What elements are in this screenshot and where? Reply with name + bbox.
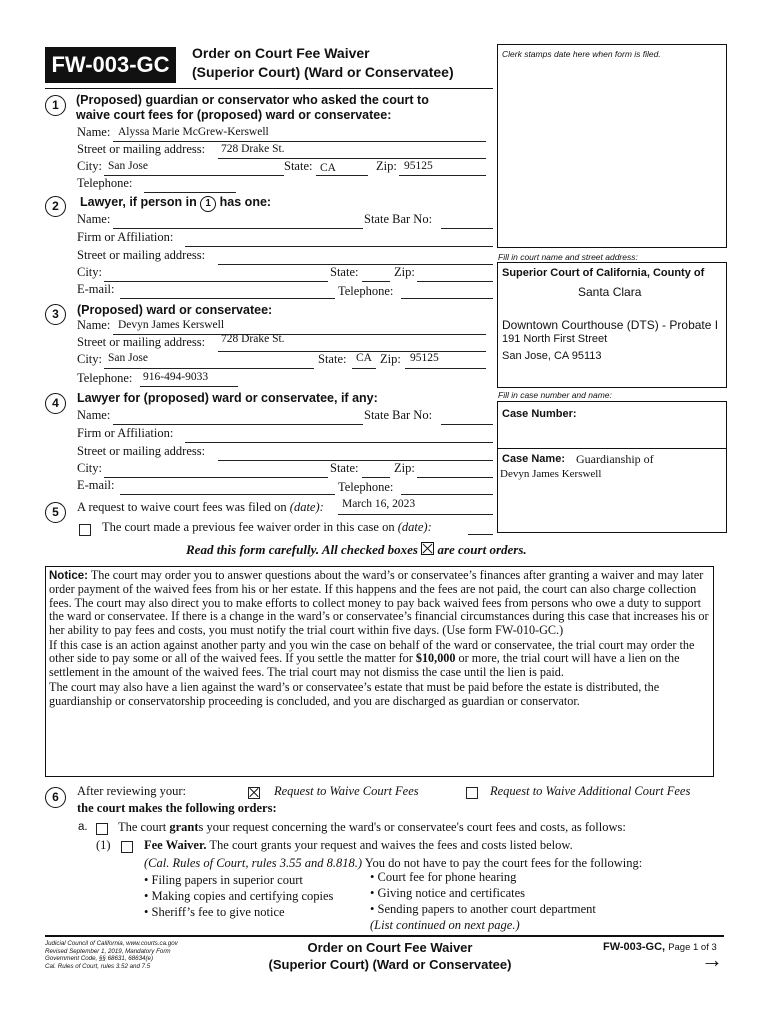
read-carefully-notice: [186, 542, 527, 558]
notice-head: Notice:: [49, 570, 88, 582]
s6-after-label: After reviewing your:: [77, 784, 186, 798]
case-box-label: Fill in case number and name:: [498, 390, 612, 400]
s6-a-bold: grant: [169, 820, 199, 834]
s2-street-label: Street or mailing address:: [77, 248, 206, 262]
s2-tel-label: Telephone:: [338, 284, 394, 298]
s6-bullet-right-2: • Giving notice and certificates: [370, 886, 526, 900]
case-name-value-2: Devyn James Kerswell: [500, 468, 602, 480]
s5-line1-date-label: (date):: [289, 500, 324, 514]
section-3-heading: (Proposed) ward or conservatee:: [77, 303, 273, 317]
notice-p2-b: or more, the trial court will have a lien on the settlement in the amount of the waived fees. The trial court may not dismiss the case until the lien is paid.: [49, 651, 680, 679]
next-page-arrow-icon[interactable]: →: [701, 947, 723, 972]
clerk-stamp-box: [497, 44, 727, 248]
s4-bar-field[interactable]: [441, 424, 493, 425]
s4-tel-label: Telephone:: [338, 480, 394, 494]
s6-bullet-left-2: • Making copies and certifying copies: [144, 889, 334, 903]
s1-name-value: Alyssa Marie McGrew-Kerswell: [118, 126, 269, 138]
footer-left-4: Cal. Rules of Court, rules 3.52 and 7.5: [45, 962, 151, 970]
footer-left-2: Revised September 1, 2019, Mandatory Form: [45, 947, 171, 955]
s5-date-field[interactable]: [338, 514, 493, 515]
section-4-heading: Lawyer for (proposed) ward or conservatee, if any:: [77, 391, 378, 405]
section-1-heading-1: (Proposed) guardian or conservator who asked the court to: [76, 93, 429, 107]
s1-tel-field[interactable]: [144, 192, 236, 193]
s3-zip-field[interactable]: [405, 368, 486, 369]
s6-option2-checkbox[interactable]: [466, 787, 478, 799]
s6-a-letter: a.: [78, 821, 88, 833]
s1-state-value: CA: [320, 162, 336, 174]
s2-heading-post: has one:: [219, 195, 272, 209]
s1-zip-field[interactable]: [399, 175, 486, 176]
form-title-line2: (Superior Court) (Ward or Conservatee): [192, 64, 454, 80]
s6-option2-label: Request to Waive Additional Court Fees: [490, 784, 691, 798]
s2-bar-label: State Bar No:: [364, 212, 433, 226]
section-5-number: 5: [45, 502, 66, 523]
court-line3: Downtown Courthouse (DTS) - Probate I: [502, 318, 719, 332]
s2-firm-field[interactable]: [185, 246, 493, 247]
s4-bar-label: State Bar No:: [364, 408, 433, 422]
notice-paragraph-1: [49, 569, 710, 637]
s3-name-value: Devyn James Kerswell: [118, 319, 225, 331]
s6-bullet-right-3: • Sending papers to another court department: [370, 902, 596, 916]
s4-zip-field[interactable]: [417, 477, 493, 478]
s4-street-label: Street or mailing address:: [77, 444, 206, 458]
s3-city-value: San Jose: [108, 352, 148, 364]
s4-firm-label: Firm or Affiliation:: [77, 426, 174, 440]
s2-firm-label: Firm or Affiliation:: [77, 230, 174, 244]
s5-previous-order-checkbox[interactable]: [79, 524, 91, 536]
s1-city-label: City:: [77, 159, 103, 173]
s1-street-field[interactable]: [218, 158, 486, 159]
read-carefully-post: are court orders.: [437, 542, 527, 557]
s6-option1-checkbox[interactable]: [248, 787, 260, 799]
case-name-label: Case Name:: [502, 453, 565, 465]
s2-city-field[interactable]: [104, 281, 328, 282]
s3-street-label: Street or mailing address:: [77, 335, 206, 349]
s6-bullet-right-1: • Court fee for phone hearing: [370, 870, 517, 884]
s3-tel-field[interactable]: [140, 386, 238, 387]
s4-state-label: State:: [330, 461, 359, 475]
s5-line2-text: The court made a previous fee waiver order in this case on: [102, 520, 395, 534]
s4-email-field[interactable]: [120, 494, 335, 495]
s1-name-label: Name:: [77, 125, 111, 139]
s3-street-value: 728 Drake St.: [221, 333, 285, 345]
notice-paragraph-2: [49, 639, 710, 679]
footer-left-3: Government Code, §§ 68631, 68634(e): [45, 955, 154, 963]
s6-orders-label: the court makes the following orders:: [77, 801, 277, 815]
s1-street-value: 728 Drake St.: [221, 143, 285, 155]
s2-zip-field[interactable]: [417, 281, 493, 282]
s6-1-fee-waiver-checkbox[interactable]: [121, 841, 133, 853]
s1-state-field[interactable]: [316, 175, 368, 176]
case-number-label: Case Number:: [502, 408, 577, 420]
read-carefully-pre: Read this form carefully. All checked boxes: [186, 542, 418, 557]
s3-state-field[interactable]: [352, 368, 376, 369]
checked-box-sample-icon: [421, 542, 434, 555]
s6-1-bold: Fee Waiver.: [144, 838, 207, 852]
s2-zip-label: Zip:: [394, 265, 415, 279]
s1-zip-label: Zip:: [376, 159, 397, 173]
court-line4: 191 North First Street: [502, 333, 608, 345]
section-3-number: 3: [45, 304, 66, 325]
s1-city-value: San Jose: [108, 160, 148, 172]
notice-p2-a: If this case is an action against another party and you win the case on behalf of the ward or conservatee, the trial court may order the other side to pay some or all of the waived fees. If you settle the matter for: [49, 638, 695, 666]
s6-option1-label: Request to Waive Court Fees: [274, 784, 419, 798]
footer-rule: [45, 935, 724, 937]
s6-a-post: s your request concerning the ward's or conservatee's court fees and costs, as follows:: [198, 820, 626, 834]
s4-name-label: Name:: [77, 408, 111, 422]
s5-line2-date-label: (date):: [397, 520, 432, 534]
footer-page-number: Page 1 of 3: [668, 942, 717, 953]
s2-email-label: E-mail:: [77, 282, 115, 296]
s2-tel-field[interactable]: [401, 298, 493, 299]
s6-bullet-left-1: • Filing papers in superior court: [144, 873, 303, 887]
s2-state-label: State:: [330, 265, 359, 279]
s6-1-body: The court grants your request and waives the fees and costs listed below.: [209, 838, 573, 852]
footer-page-info: [603, 941, 717, 953]
notice-box: [45, 566, 714, 777]
s3-zip-label: Zip:: [380, 352, 401, 366]
s3-zip-value: 95125: [410, 352, 439, 364]
s3-state-label: State:: [318, 352, 347, 366]
s2-state-field[interactable]: [362, 281, 390, 282]
s1-tel-label: Telephone:: [77, 176, 133, 190]
s2-email-field[interactable]: [120, 298, 335, 299]
s4-name-field[interactable]: [113, 424, 363, 425]
footer-left-1: Judicial Council of California, www.courts.ca.gov: [45, 940, 178, 947]
s2-heading-pre: Lawyer, if person in: [80, 195, 197, 209]
s1-state-label: State:: [284, 159, 313, 173]
notice-paragraph-3: The court may also have a lien against the ward’s or conservatee’s estate that must be paid before the estate is distributed, the guardianship or conservatorship proceeding is concluded, and you are discharged as guardian or conservator.: [49, 680, 660, 708]
court-line1: Superior Court of California, County of: [502, 267, 705, 279]
form-title-line1: Order on Court Fee Waiver: [192, 45, 370, 61]
s4-tel-field[interactable]: [401, 494, 493, 495]
s5-date-value: March 16, 2023: [342, 498, 416, 510]
court-line5: San Jose, CA 95113: [502, 350, 602, 362]
section-4-number: 4: [45, 393, 66, 414]
section-1-number: 1: [45, 95, 66, 116]
s6-1-cite-post: You do not have to pay the court fees for the following:: [364, 856, 643, 870]
notice-p1-text: The court may order you to answer questions about the ward’s or conservatee’s finances after granting a waiver and may later order payment of the waived fees from his or her estate. If this happens and the fees are not paid, the court can also charge collection fees. The court may also direct you to make efforts to collect money to pay back waived fees from persons who owe a duty to support the ward or conservatee. If there is a change in the ward’s or conservatee’s financial circumstances during this case that increases his or her ability to pay fees and costs, you must notify the trial court within five days. (Use form FW-010-GC.): [49, 568, 709, 637]
s2-name-field[interactable]: [113, 228, 363, 229]
s2-bar-field[interactable]: [441, 228, 493, 229]
s6-1-number: (1): [96, 838, 111, 852]
footer-form-id: FW-003-GC,: [603, 941, 666, 953]
s4-email-label: E-mail:: [77, 478, 115, 492]
s6-a-checkbox[interactable]: [96, 823, 108, 835]
s6-a-text: [118, 820, 626, 835]
clerk-stamp-label: Clerk stamps date here when form is filed.: [502, 49, 661, 59]
s6-a-pre: The court: [118, 820, 167, 834]
s6-1-text: [144, 838, 573, 853]
s5-previous-date-field[interactable]: [468, 534, 493, 535]
section-2-heading: [80, 195, 271, 212]
s6-bullet-left-3: • Sheriff’s fee to give notice: [144, 905, 285, 919]
s3-state-value: CA: [356, 352, 372, 364]
section-1-heading-2: waive court fees for (proposed) ward or conservatee:: [76, 108, 392, 122]
notice-p2-amount: $10,000: [415, 651, 456, 666]
s3-name-label: Name:: [77, 318, 111, 332]
s6-1-cite-line: [144, 856, 642, 871]
s1-street-label: Street or mailing address:: [77, 142, 206, 156]
s5-line1: [77, 500, 324, 515]
s6-continued: (List continued on next page.): [370, 918, 520, 932]
case-box: [497, 401, 727, 533]
s3-tel-value: 916-494-9033: [143, 371, 209, 383]
s4-state-field[interactable]: [362, 477, 390, 478]
s4-city-field[interactable]: [104, 477, 328, 478]
section-6-number: 6: [45, 787, 66, 808]
s6-1-cite: (Cal. Rules of Court, rules 3.55 and 8.818.): [144, 856, 363, 870]
court-box-label: Fill in court name and street address:: [498, 252, 638, 262]
section-2-number: 2: [45, 196, 66, 217]
s5-line1-text: A request to waive court fees was filed on: [77, 500, 287, 514]
s3-street-field[interactable]: [218, 351, 486, 352]
s4-zip-label: Zip:: [394, 461, 415, 475]
footer-title-1: Order on Court Fee Waiver: [307, 940, 473, 955]
s2-city-label: City:: [77, 265, 103, 279]
s1-zip-value: 95125: [404, 160, 433, 172]
court-county: Santa Clara: [578, 285, 642, 299]
footer-left: [45, 940, 178, 970]
footer-title-2: (Superior Court) (Ward or Conservatee): [268, 957, 512, 972]
s2-heading-ref: 1: [200, 196, 216, 212]
form-id-badge: FW-003-GC: [45, 47, 176, 83]
s3-city-label: City:: [77, 352, 103, 366]
s3-tel-label: Telephone:: [77, 371, 133, 385]
case-name-value-1: Guardianship of: [576, 452, 654, 466]
s4-firm-field[interactable]: [185, 442, 493, 443]
s4-city-label: City:: [77, 461, 103, 475]
s2-name-label: Name:: [77, 212, 111, 226]
case-box-divider: [498, 448, 726, 449]
s3-city-field[interactable]: [104, 368, 314, 369]
court-address-box: [497, 262, 727, 388]
header-rule: [45, 88, 493, 89]
s5-line2: [102, 520, 432, 535]
